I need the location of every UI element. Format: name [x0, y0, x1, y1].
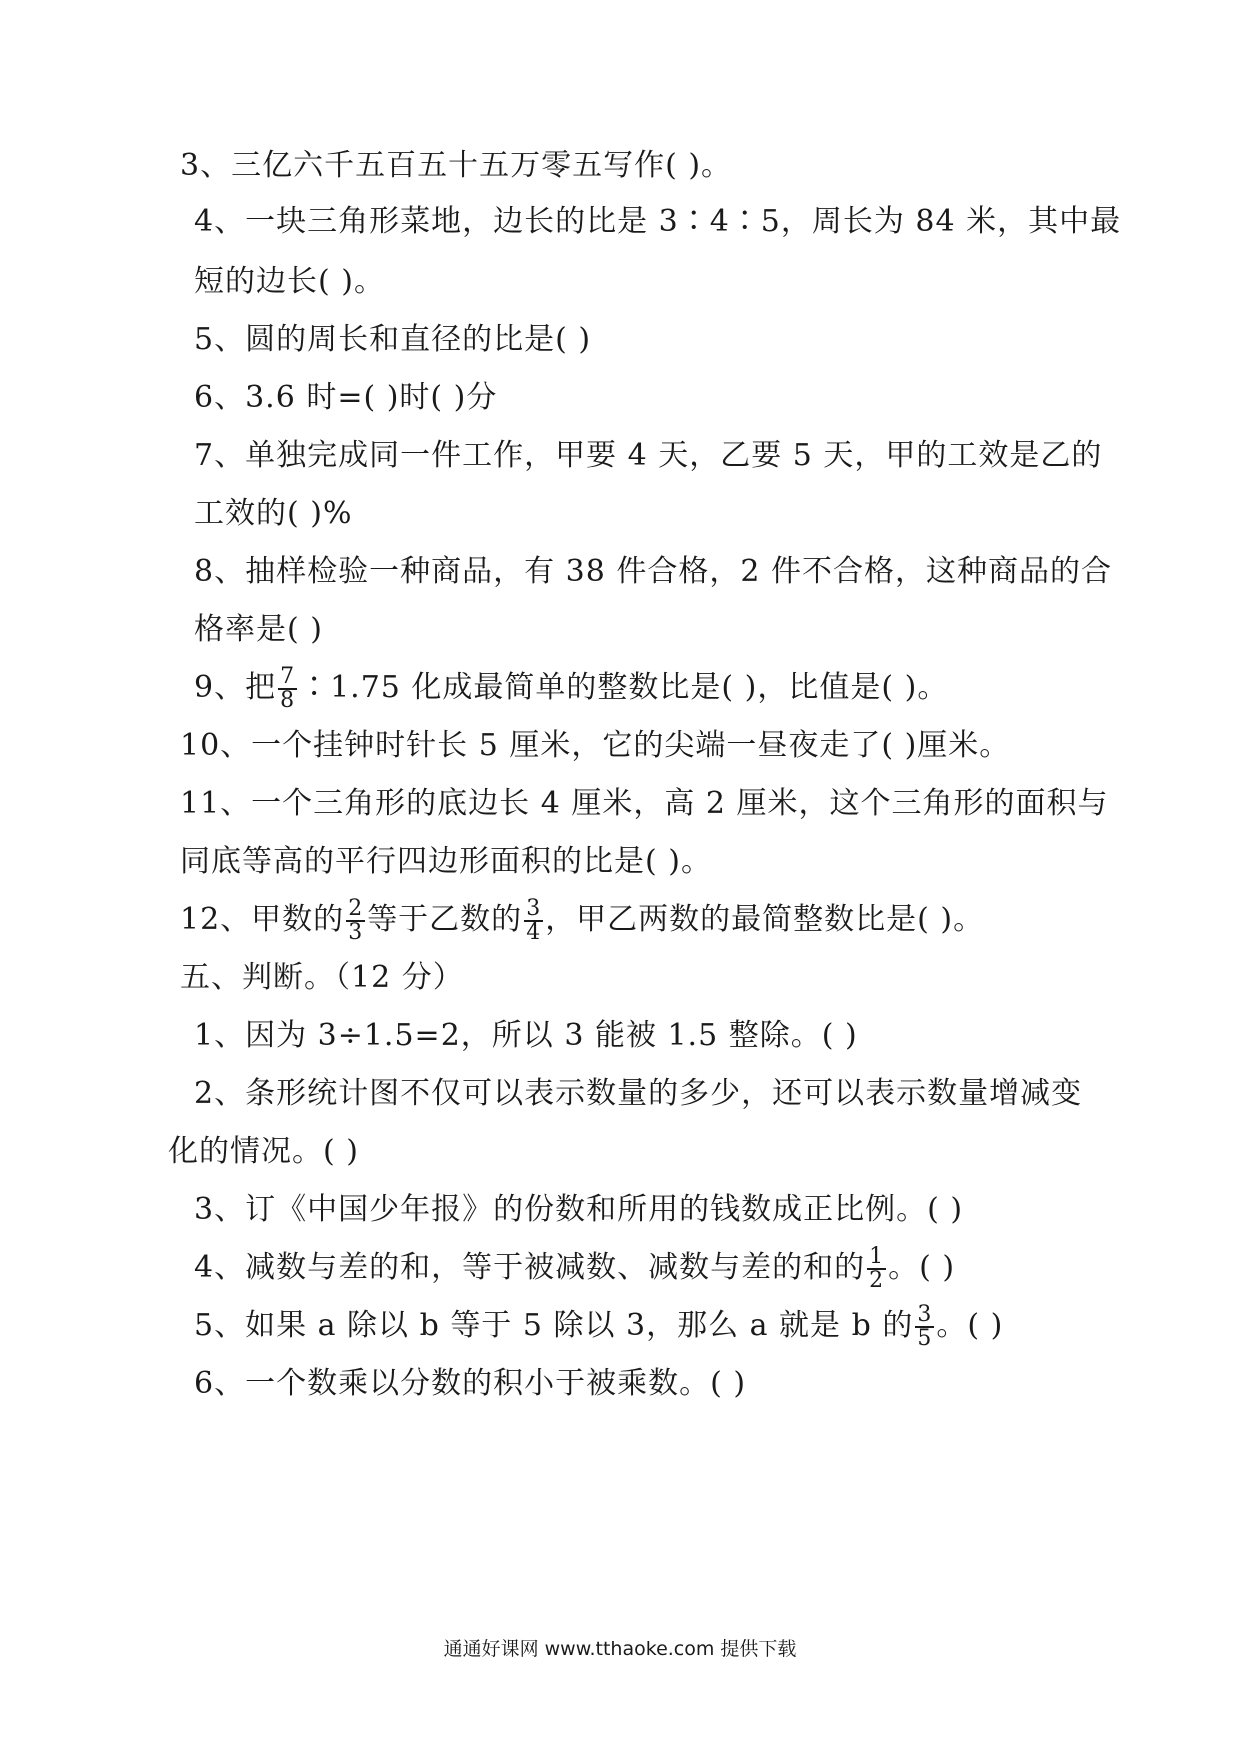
q12-pre: 12、甲数的 — [180, 902, 345, 937]
q12-fraction-2 — [524, 898, 543, 944]
q7-line2: 工效的( )% — [194, 496, 353, 531]
q12-frac1-den: 3 — [348, 920, 364, 945]
q8-line1: 8、抽样检验一种商品，有 38 件合格，2 件不合格，这种商品的合 — [194, 554, 1112, 589]
q11-line2: 同底等高的平行四边形面积的比是( )。 — [180, 844, 712, 879]
q3: 3、三亿六千五百五十五万零五写作( )。 — [180, 148, 733, 183]
q8-line2: 格率是( ) — [194, 612, 323, 647]
q6: 6、3.6 时=( )时( )分 — [194, 380, 498, 415]
q12 — [180, 898, 984, 944]
judge-5-pre: 5、如果 a 除以 b 等于 5 除以 3，那么 a 就是 b 的 — [194, 1308, 914, 1343]
q9-frac-den: 8 — [280, 688, 296, 713]
section-5-heading: 五、判断。（12 分） — [180, 960, 464, 995]
q12-post: ，甲乙两数的最简整数比是( )。 — [545, 902, 985, 937]
q9-frac-num: 7 — [280, 664, 296, 689]
judge-3: 3、订《中国少年报》的份数和所用的钱数成正比例。( ) — [194, 1192, 964, 1227]
q7-line1: 7、单独完成同一件工作，甲要 4 天，乙要 5 天，甲的工效是乙的 — [194, 438, 1103, 473]
judge-2-line1: 2、条形统计图不仅可以表示数量的多少，还可以表示数量增减变 — [194, 1076, 1083, 1111]
judge-4-frac-num: 1 — [869, 1244, 885, 1269]
q12-frac2-den: 4 — [526, 920, 542, 945]
judge-1: 1、因为 3÷1.5=2，所以 3 能被 1.5 整除。( ) — [194, 1018, 858, 1053]
judge-5-post: 。( ) — [936, 1308, 1004, 1343]
judge-5-frac-num: 3 — [917, 1302, 933, 1327]
q12-fraction-1 — [346, 898, 365, 944]
judge-4-frac-den: 2 — [869, 1268, 885, 1293]
q9-pre: 9、把 — [194, 670, 277, 705]
judge-4-pre: 4、减数与差的和，等于被减数、减数与差的和的 — [194, 1250, 866, 1285]
q4-line2: 短的边长( )。 — [194, 264, 385, 299]
judge-5-frac-den: 5 — [917, 1326, 933, 1351]
q12-mid: 等于乙数的 — [367, 902, 523, 937]
judge-4-post: 。( ) — [888, 1250, 956, 1285]
q9 — [194, 666, 948, 712]
q12-frac1-num: 2 — [348, 896, 364, 921]
judge-2-line2: 化的情况。( ) — [168, 1134, 359, 1169]
q12-frac2-num: 3 — [526, 896, 542, 921]
judge-5-fraction — [915, 1304, 934, 1350]
page-footer: 通通好课网 www.tthaoke.com 提供下载 — [443, 1638, 797, 1660]
q9-fraction — [278, 666, 297, 712]
judge-6: 6、一个数乘以分数的积小于被乘数。( ) — [194, 1366, 747, 1401]
q10: 10、一个挂钟时针长 5 厘米，它的尖端一昼夜走了( )厘米。 — [180, 728, 1011, 763]
q11-line1: 11、一个三角形的底边长 4 厘米，高 2 厘米，这个三角形的面积与 — [180, 786, 1109, 821]
q9-post: ∶1.75 化成最简单的整数比是( )，比值是( )。 — [299, 670, 949, 705]
judge-4-fraction — [867, 1246, 886, 1292]
judge-5 — [194, 1304, 1003, 1350]
q5: 5、圆的周长和直径的比是( ) — [194, 322, 592, 357]
judge-4 — [194, 1246, 955, 1292]
q4-line1: 4、一块三角形菜地，边长的比是 3∶4∶5，周长为 84 米，其中最 — [194, 204, 1122, 239]
